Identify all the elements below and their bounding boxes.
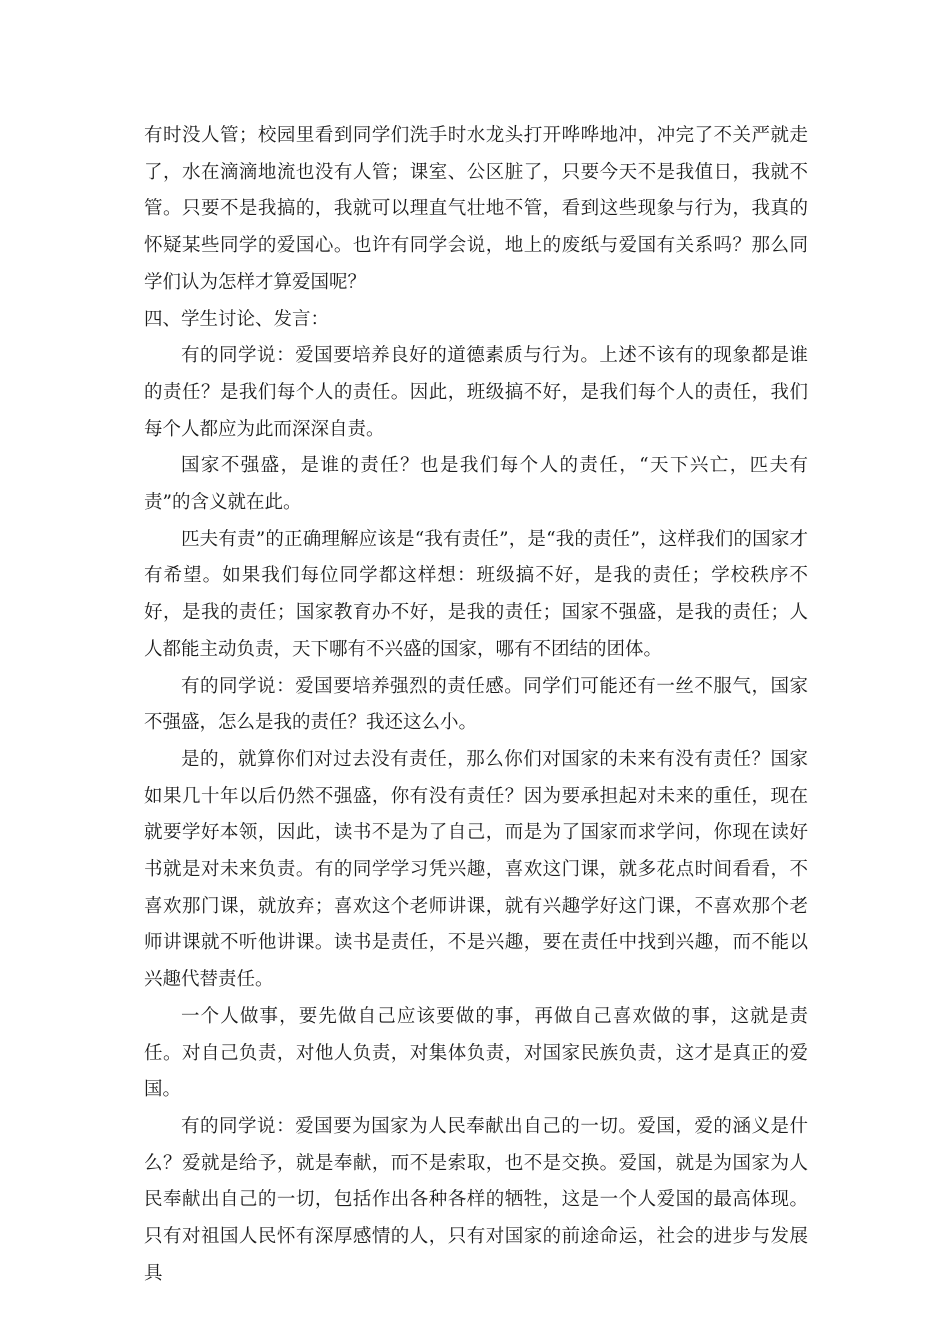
paragraph-7: 是的，就算你们对过去没有责任，那么你们对国家的未来有没有责任？国家如果几十年以后仍然不强盛，你有没有责任？因为要承担起对未来的重任，现在就要学好本领，因此，读书不是为了自己，而是为了国家而求学问，你现在读好书就是对未来负责。有的同学学习凭兴趣，喜欢这门课，就多花点时间看看，不喜欢那门课，就放弃；喜欢这个老师讲课，就有兴趣学好这门课，不喜欢那个老师讲课就不听他讲课。读书是责任，不是兴趣，要在责任中找到兴趣，而不能以兴趣代替责任。 <box>144 748 808 991</box>
paragraph-8: 一个人做事，要先做自己应该要做的事，再做自己喜欢做的事，这就是责任。对自己负责，对他人负责，对集体负责，对国家民族负责，这才是真正的爱国。 <box>144 1005 808 1101</box>
paragraph-4: 国家不强盛，是谁的责任？也是我们每个人的责任，“天下兴亡，匹夫有责”的含义就在此。 <box>144 455 808 514</box>
paragraph-9: 有的同学说：爱国要为国家为人民奉献出自己的一切。爱国，爱的涵义是什么？爱就是给予，就是奉献，而不是索取，也不是交换。爱国，就是为国家为人民奉献出自己的一切，包括作出各种各样的牺牲，这是一个人爱国的最高体现。只有对祖国人民怀有深厚感情的人，只有对国家的前途命运，社会的进步与发展具 <box>144 1115 808 1284</box>
paragraph-5: 匹夫有责”的正确理解应该是“我有责任”，是“我的责任”，这样我们的国家才有希望。如果我们每位同学都这样想：班级搞不好，是我的责任；学校秩序不好，是我的责任；国家教育办不好，是我的责任；国家不强盛，是我的责任；人人都能主动负责，天下哪有不兴盛的国家，哪有不团结的团体。 <box>144 528 808 660</box>
paragraph-6: 有的同学说：爱国要培养强烈的责任感。同学们可能还有一丝不服气，国家不强盛，怎么是我的责任？我还这么小。 <box>144 675 808 734</box>
section-heading: 四、学生讨论、发言： <box>144 308 330 330</box>
document-body <box>144 118 808 1293</box>
paragraph-3: 有的同学说：爱国要培养良好的道德素质与行为。上述不该有的现象都是谁的责任？是我们每个人的责任。因此，班级搞不好，是我们每个人的责任，我们每个人都应为此而深深自责。 <box>144 345 808 440</box>
paragraph-1: 有时没人管；校园里看到同学们洗手时水龙头打开哗哗地冲，冲完了不关严就走了，水在滴滴地流也没有人管；课室、公区脏了，只要今天不是我值日，我就不管。只要不是我搞的，我就可以理直气壮地不管，看到这些现象与行为，我真的怀疑某些同学的爱国心。也许有同学会说，地上的废纸与爱国有关系吗？那么同学们认为怎样才算爱国呢？ <box>144 125 808 293</box>
